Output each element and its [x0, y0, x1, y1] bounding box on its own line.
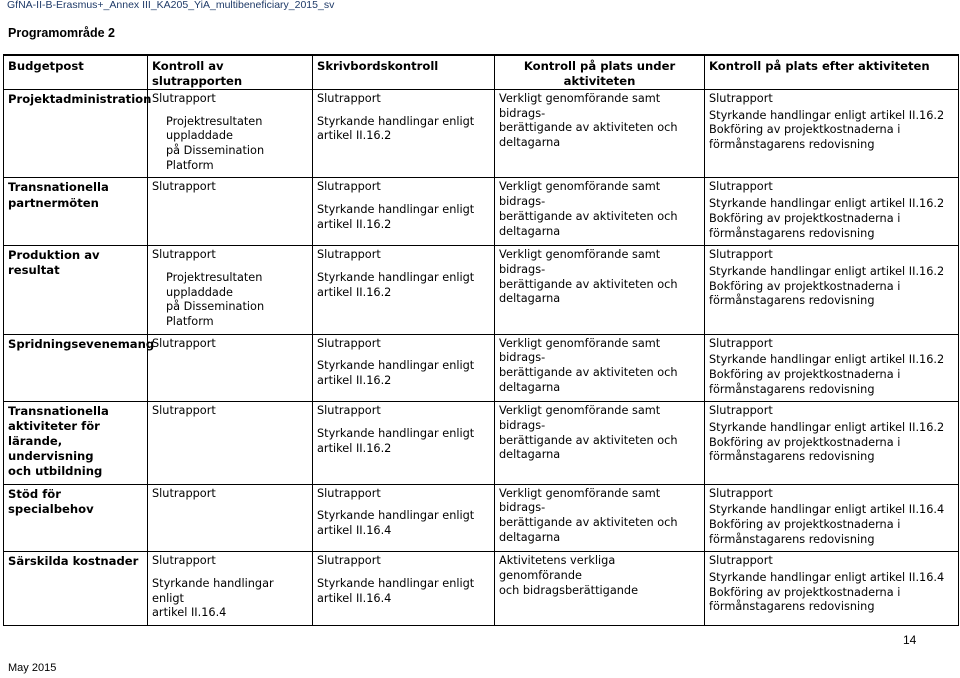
final-report-check-cell-line: Projektresultaten uppladdade [166, 114, 263, 143]
onsite-during-cell-line: deltagarna [499, 224, 561, 238]
budget-item-label-line: lärande, undervisning [8, 434, 94, 464]
onsite-during-cell [495, 484, 705, 552]
onsite-after-cell-line: Styrkande handlingar enligt artikel II.16.2 [709, 420, 945, 434]
onsite-during-cell-line: berättigande av aktiviteten och [499, 121, 678, 135]
budget-item-label-line: Transnationella [8, 180, 109, 195]
onsite-after-cell-line: Bokföring av projektkostnaderna i [709, 279, 901, 293]
final-report-check-cell-line: Slutrapport [152, 554, 216, 568]
final-report-check-cell [148, 484, 313, 552]
onsite-after-cell-line: förmånstagarens redovisning [709, 294, 875, 308]
onsite-during-cell-line: och bidragsberättigande [499, 583, 639, 597]
desk-check-cell-line: artikel II.16.4 [317, 523, 392, 537]
desk-check-cell [313, 552, 495, 626]
final-report-check-cell-line: Slutrapport [152, 180, 216, 194]
budget-item-label [4, 402, 148, 484]
onsite-after-cell-line: förmånstagarens redovisning [709, 532, 875, 546]
table-row [4, 402, 959, 484]
onsite-during-cell-line: deltagarna [499, 530, 561, 544]
desk-check-cell-line: Slutrapport [317, 404, 381, 418]
desk-check-cell-line: artikel II.16.4 [317, 591, 392, 605]
onsite-after-cell-line: förmånstagarens redovisning [709, 226, 875, 240]
desk-check-cell-line: Slutrapport [317, 336, 381, 350]
final-report-check-cell [148, 246, 313, 334]
onsite-during-cell-line: Verkligt genomförande samt bidrags- [499, 180, 661, 209]
desk-check-cell-line: Styrkande handlingar enligt [317, 576, 475, 590]
onsite-after-cell [705, 334, 959, 402]
budget-item-label [4, 246, 148, 334]
desk-check-cell-line: Slutrapport [317, 180, 381, 194]
desk-check-cell-line: artikel II.16.2 [317, 217, 392, 231]
desk-check-cell-line: Slutrapport [317, 92, 381, 106]
final-report-check-cell [148, 402, 313, 484]
desk-check-cell-line: Styrkande handlingar enligt [317, 203, 475, 217]
final-report-check-cell [148, 90, 313, 178]
onsite-during-cell [495, 246, 705, 334]
budget-item-label-line: Projektadministration [8, 92, 152, 107]
onsite-after-cell-line: förmånstagarens redovisning [709, 450, 875, 464]
onsite-after-cell [705, 246, 959, 334]
desk-check-cell-line: artikel II.16.2 [317, 441, 392, 455]
onsite-after-cell-line: förmånstagarens redovisning [709, 138, 875, 152]
desk-check-cell [313, 484, 495, 552]
final-report-check-cell-line: Slutrapport [152, 486, 216, 500]
onsite-after-cell-line: Slutrapport [709, 248, 773, 262]
onsite-during-cell-line: Verkligt genomförande samt bidrags- [499, 92, 661, 120]
desk-check-cell-line: Styrkande handlingar enligt [317, 426, 475, 440]
budget-item-label [4, 90, 152, 178]
onsite-after-cell-line: Slutrapport [709, 180, 773, 194]
table-row [4, 178, 959, 246]
table-header-row [4, 55, 959, 90]
budget-item-label [4, 178, 148, 246]
onsite-after-cell [705, 178, 959, 246]
onsite-during-cell [495, 552, 705, 626]
onsite-during-cell-line: deltagarna [499, 380, 561, 394]
onsite-during-cell-line: Verkligt genomförande samt bidrags- [499, 248, 661, 276]
onsite-during-cell-line: berättigande av aktiviteten och [499, 515, 678, 529]
final-report-check-cell [148, 178, 313, 246]
onsite-during-cell-line: berättigande av aktiviteten och [499, 433, 678, 447]
onsite-during-cell-line: Verkligt genomförande samt bidrags- [499, 486, 661, 515]
final-report-check-cell-line: på Dissemination Platform [166, 144, 265, 172]
desk-check-cell-line: Slutrapport [317, 486, 381, 500]
onsite-after-cell-line: Styrkande handlingar enligt artikel II.16.2 [709, 353, 945, 367]
onsite-after-cell-line: förmånstagarens redovisning [709, 382, 875, 396]
desk-check-cell [313, 402, 495, 484]
desk-check-cell-line: Slutrapport [317, 554, 381, 568]
onsite-after-cell-line: Slutrapport [709, 92, 773, 106]
final-report-check-cell-line: Slutrapport [152, 248, 216, 262]
onsite-during-cell-line: deltagarna [499, 136, 561, 150]
onsite-after-cell-line: Styrkande handlingar enligt artikel II.16.2 [709, 108, 945, 122]
final-report-check-cell-line: på Dissemination Platform [166, 300, 265, 328]
table-row [4, 334, 959, 402]
onsite-during-cell-line: deltagarna [499, 292, 561, 306]
budget-item-label [4, 484, 148, 552]
desk-check-cell [313, 246, 495, 334]
desk-check-cell [313, 90, 495, 178]
onsite-after-cell-line: Bokföring av projektkostnaderna i [709, 211, 901, 225]
desk-check-cell-line: Slutrapport [317, 248, 381, 262]
desk-check-cell-line: Styrkande handlingar enligt [317, 359, 475, 373]
header-desk-check: Skrivbordskontroll [313, 55, 495, 90]
budget-item-label-line: Spridningsevenemang [8, 336, 155, 351]
onsite-during-cell [495, 402, 705, 484]
onsite-after-cell-line: Slutrapport [709, 404, 773, 418]
budget-item-label-line: resultat [8, 263, 60, 278]
onsite-after-cell-line: Bokföring av projektkostnaderna i [709, 585, 901, 599]
table-row [4, 484, 959, 552]
onsite-during-cell-line: berättigande av aktiviteten och [499, 277, 678, 291]
onsite-after-cell-line: Bokföring av projektkostnaderna i [709, 367, 901, 381]
final-report-check-cell-line: artikel II.16.4 [152, 606, 227, 620]
final-report-check-cell [148, 552, 313, 626]
budget-item-label [4, 334, 155, 402]
final-report-check-cell-line: Slutrapport [152, 404, 216, 418]
final-report-check-cell [148, 334, 313, 402]
table-row [4, 552, 959, 626]
desk-check-cell-line: artikel II.16.2 [317, 373, 392, 387]
budget-item-label [4, 552, 148, 626]
desk-check-cell-line: Styrkande handlingar enligt [317, 114, 475, 128]
onsite-after-cell-line: Styrkande handlingar enligt artikel II.16.4 [709, 570, 945, 584]
control-table [3, 54, 959, 626]
onsite-during-cell-line: berättigande av aktiviteten och [499, 209, 678, 223]
onsite-after-cell-line: Slutrapport [709, 336, 773, 350]
onsite-after-cell [705, 484, 959, 552]
table-row [4, 90, 959, 178]
onsite-after-cell [705, 90, 959, 178]
header-onsite-during: Kontroll på plats under aktiviteten [495, 55, 705, 90]
header-final-report-check: Kontroll av slutrapporten [148, 55, 313, 90]
budget-item-label-line: Stöd för specialbehov [8, 486, 94, 516]
footer-date: May 2015 [8, 662, 57, 674]
onsite-after-cell-line: Slutrapport [709, 554, 773, 568]
onsite-during-cell-line: deltagarna [499, 448, 561, 462]
document-header: GfNA-II-B-Erasmus+_Annex III_KA205_YiA_multibeneficiary_2015_sv [7, 0, 335, 11]
final-report-check-cell-line: Slutrapport [152, 92, 216, 106]
onsite-after-cell [705, 552, 959, 626]
final-report-check-cell-line: Projektresultaten uppladdade [166, 270, 263, 299]
onsite-after-cell-line: Bokföring av projektkostnaderna i [709, 517, 901, 531]
header-budgetpost: Budgetpost [4, 55, 148, 90]
budget-item-label-line: Produktion av [8, 248, 100, 263]
onsite-during-cell-line: Verkligt genomförande samt bidrags- [499, 404, 661, 432]
onsite-during-cell [495, 178, 705, 246]
desk-check-cell [313, 178, 495, 246]
table-row [4, 246, 959, 334]
onsite-after-cell-line: Styrkande handlingar enligt artikel II.16.2 [709, 264, 945, 278]
budget-item-label-line: och utbildning [8, 464, 103, 479]
budget-item-label-line: Särskilda kostnader [8, 554, 139, 569]
final-report-check-cell-line: Styrkande handlingar enligt [152, 576, 274, 605]
budget-item-label-line: Transnationella [8, 404, 109, 419]
desk-check-cell-line: Styrkande handlingar enligt [317, 270, 475, 284]
onsite-after-cell-line: Styrkande handlingar enligt artikel II.16.4 [709, 503, 945, 517]
onsite-after-cell-line: Bokföring av projektkostnaderna i [709, 123, 901, 137]
onsite-after-cell [705, 402, 959, 484]
onsite-after-cell-line: förmånstagarens redovisning [709, 600, 875, 614]
budget-item-label-line: partnermöten [8, 195, 99, 210]
onsite-after-cell-line: Bokföring av projektkostnaderna i [709, 435, 901, 449]
page-number: 14 [903, 633, 917, 647]
onsite-during-cell [495, 334, 705, 402]
onsite-during-cell-line: Aktivitetens verkliga genomförande [499, 554, 616, 582]
onsite-during-cell [495, 90, 705, 178]
desk-check-cell-line: artikel II.16.2 [317, 129, 392, 143]
onsite-after-cell-line: Styrkande handlingar enligt artikel II.16.2 [709, 197, 945, 211]
header-onsite-after: Kontroll på plats efter aktiviteten [705, 55, 959, 90]
desk-check-cell-line: Styrkande handlingar enligt [317, 509, 475, 523]
onsite-during-cell-line: berättigande av aktiviteten och [499, 365, 678, 379]
budget-item-label-line: aktiviteter för [8, 419, 100, 434]
onsite-during-cell-line: Verkligt genomförande samt bidrags- [499, 336, 661, 365]
desk-check-cell-line: artikel II.16.2 [317, 285, 392, 299]
onsite-after-cell-line: Slutrapport [709, 486, 773, 500]
section-title: Programområde 2 [8, 26, 115, 40]
final-report-check-cell-line: Slutrapport [152, 336, 216, 350]
desk-check-cell [313, 334, 495, 402]
